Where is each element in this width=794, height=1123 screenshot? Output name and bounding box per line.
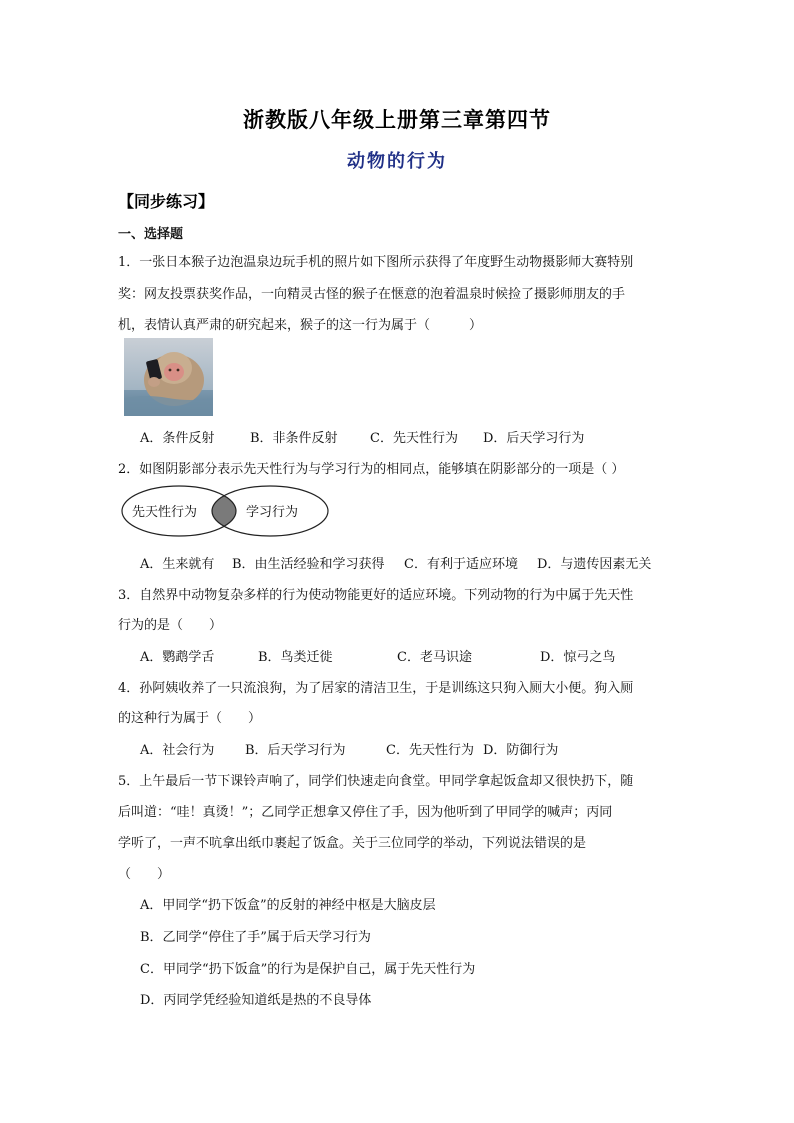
page-subtitle: 动物的行为 bbox=[347, 151, 447, 172]
question-1-option-a: A．条件反射 bbox=[140, 431, 215, 446]
question-3-option-b: B．鸟类迁徙 bbox=[258, 650, 333, 665]
question-2-option-d: D．与遗传因素无关 bbox=[537, 557, 652, 572]
question-4-option-d: D．防御行为 bbox=[483, 743, 559, 758]
venn-diagram bbox=[120, 483, 332, 539]
question-5-line-1: 5．上午最后一节下课铃声响了，同学们快速走向食堂。甲同学拿起饭盒却又很快扔下，随 bbox=[118, 774, 634, 789]
question-3-line-2: 行为的是（ ） bbox=[118, 618, 223, 633]
question-5-option-a: A．甲同学“扔下饭盒”的反射的神经中枢是大脑皮层 bbox=[140, 898, 436, 913]
question-4-line-2: 的这种行为属于（ ） bbox=[118, 711, 262, 726]
question-1-option-c: C．先天性行为 bbox=[370, 431, 458, 446]
question-3-option-a: A．鹦鹉学舌 bbox=[140, 650, 215, 665]
question-3-option-d: D．惊弓之鸟 bbox=[540, 650, 616, 665]
question-5-line-2: 后叫道：“哇！真烫！”；乙同学正想拿又停住了手，因为他听到了甲同学的喊声；丙同 bbox=[118, 805, 613, 820]
question-2-line-1: 2．如图阴影部分表示先天性行为与学习行为的相同点，能够填在阴影部分的一项是（ ） bbox=[118, 462, 625, 477]
question-5-option-c: C．甲同学“扔下饭盒”的行为是保护自己，属于先天性行为 bbox=[140, 962, 476, 977]
question-4-line-1: 4．孙阿姨收养了一只流浪狗，为了居家的清洁卫生，于是训练这只狗入厕大小便。狗入厕 bbox=[118, 681, 634, 696]
question-2-option-b: B．由生活经验和学习获得 bbox=[232, 557, 385, 572]
question-5-option-d: D．丙同学凭经验知道纸是热的不良导体 bbox=[140, 993, 372, 1008]
subsection-heading: 一、选择题 bbox=[118, 227, 184, 242]
venn-right-label: 学习行为 bbox=[246, 505, 299, 520]
question-5-line-4: （ ） bbox=[118, 867, 171, 882]
question-1-line-3: 机，表情认真严肃的研究起来，猴子的这一行为属于（ ） bbox=[118, 318, 483, 333]
page-title: 浙教版八年级上册第三章第四节 bbox=[243, 108, 551, 132]
question-1-option-b: B．非条件反射 bbox=[250, 431, 338, 446]
question-4-option-b: B．后天学习行为 bbox=[245, 743, 346, 758]
question-4-option-c: C．先天性行为 bbox=[386, 743, 474, 758]
question-3-line-1: 3．自然界中动物复杂多样的行为使动物能更好的适应环境。下列动物的行为中属于先天性 bbox=[118, 588, 634, 603]
question-2-option-c: C．有利于适应环境 bbox=[404, 557, 518, 572]
question-4-option-a: A．社会行为 bbox=[140, 743, 215, 758]
question-2-option-a: A．生来就有 bbox=[140, 557, 215, 572]
question-5-option-b: B．乙同学“停住了手”属于后天学习行为 bbox=[140, 930, 371, 945]
question-3-option-c: C．老马识途 bbox=[397, 650, 472, 665]
question-1-line-2: 奖：网友投票获奖作品，一向精灵古怪的猴子在惬意的泡着温泉时候捡了摄影师朋友的手 bbox=[118, 287, 626, 302]
question-5-line-3: 学听了，一声不吭拿出纸巾裹起了饭盒。关于三位同学的举动，下列说法错误的是 bbox=[118, 836, 587, 851]
question-1-option-d: D．后天学习行为 bbox=[483, 431, 585, 446]
section-heading: 【同步练习】 bbox=[118, 192, 215, 211]
monkey-with-phone-photo bbox=[124, 338, 213, 416]
venn-left-label: 先天性行为 bbox=[132, 505, 198, 520]
question-1-line-1: 1．一张日本猴子边泡温泉边玩手机的照片如下图所示获得了年度野生动物摄影师大赛特别 bbox=[118, 255, 634, 270]
